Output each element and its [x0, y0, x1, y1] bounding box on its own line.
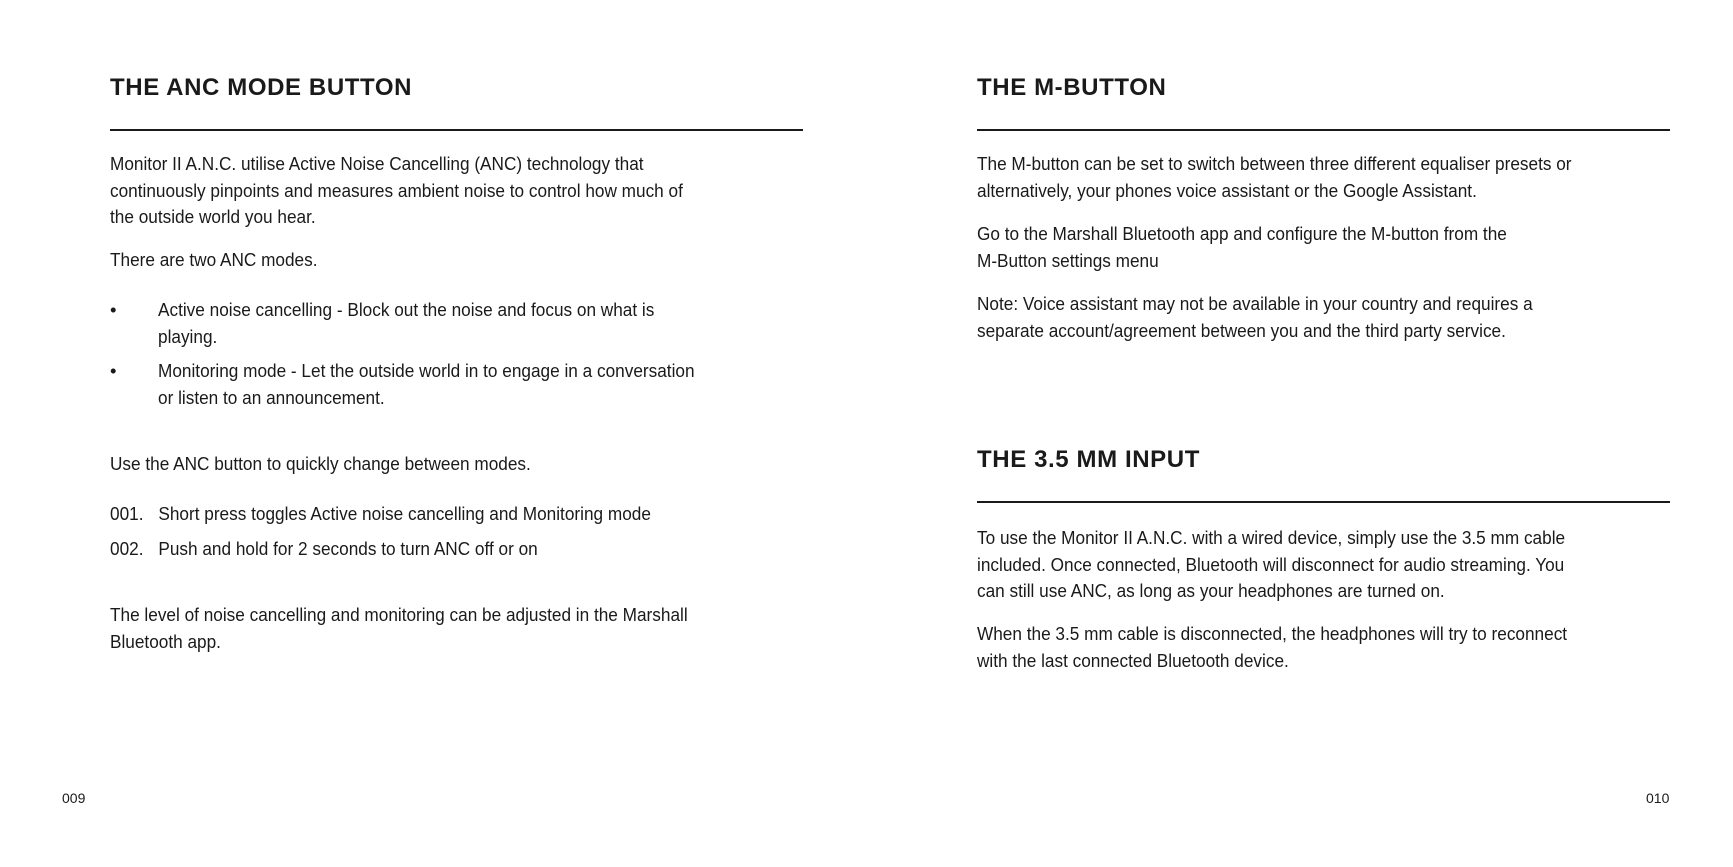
- input-section-title: THE 3.5 MM INPUT: [977, 446, 1200, 473]
- left-page-number: 009: [62, 790, 86, 806]
- anc-app-note: [110, 602, 754, 655]
- m-button-app-paragraph: [977, 221, 1621, 274]
- anc-modes-intro: There are two ANC modes.: [110, 249, 318, 270]
- voice-assistant-line: separate account/agreement between you and the third party service.: [977, 319, 1506, 341]
- anc-section-title: THE ANC MODE BUTTON: [110, 74, 413, 101]
- disconnect-paragraph: [977, 621, 1621, 674]
- anc-intro-line: Monitor II A.N.C. utilise Active Noise Cancelling (ANC) technology that: [110, 153, 644, 174]
- input-line: To use the Monitor II A.N.C. with a wired device, simply use the 3.5 mm cable: [977, 527, 1566, 548]
- m-button-app-line: Go to the Marshall Bluetooth app and configure the M-button from the: [977, 223, 1507, 244]
- m-button-paragraph: [977, 151, 1621, 204]
- anc-intro-paragraph: [110, 151, 754, 231]
- step-text: Short press toggles Active noise cancelling and Monitoring mode: [158, 503, 651, 524]
- disconnect-line: with the last connected Bluetooth device.: [977, 649, 1289, 671]
- anc-intro-line: continuously pinpoints and measures ambient noise to control how much of: [110, 179, 683, 201]
- app-note-line: Bluetooth app.: [110, 630, 221, 652]
- bullet-line: or listen to an announcement.: [158, 386, 385, 408]
- disconnect-line: When the 3.5 mm cable is disconnected, the headphones will try to reconnect: [977, 623, 1568, 644]
- m-button-line: alternatively, your phones voice assistant or the Google Assistant.: [977, 179, 1477, 201]
- bullet-line: Active noise cancelling - Block out the noise and focus on what is: [158, 299, 655, 320]
- bullet-text: [158, 297, 654, 350]
- anc-title-rule: [110, 129, 803, 131]
- bullet-symbol: •: [110, 299, 117, 320]
- anc-step: [110, 501, 651, 528]
- m-button-line: The M-button can be set to switch between three different equaliser presets or: [977, 153, 1572, 174]
- anc-button-usage: Use the ANC button to quickly change between modes.: [110, 453, 531, 474]
- app-note-line: The level of noise cancelling and monitoring can be adjusted in the Marshall: [110, 604, 688, 625]
- voice-assistant-note: [977, 291, 1621, 344]
- anc-step: [110, 536, 538, 563]
- m-button-app-line: M-Button settings menu: [977, 249, 1159, 271]
- bullet-line: playing.: [158, 325, 218, 347]
- bullet-text: [158, 358, 695, 411]
- bullet-symbol: •: [110, 360, 117, 381]
- input-line: included. Once connected, Bluetooth will disconnect for audio streaming. You: [977, 553, 1565, 575]
- step-number: 002.: [110, 538, 144, 559]
- anc-intro-line: the outside world you hear.: [110, 206, 316, 227]
- step-number: 001.: [110, 503, 144, 524]
- voice-assistant-line: Note: Voice assistant may not be available in your country and requires a: [977, 293, 1533, 314]
- m-button-section-title: THE M-BUTTON: [977, 74, 1167, 101]
- right-page-number: 010: [1646, 790, 1670, 806]
- m-button-title-rule: [977, 129, 1670, 131]
- input-title-rule: [977, 501, 1670, 503]
- bullet-line: Monitoring mode - Let the outside world in to engage in a conversation: [158, 360, 695, 381]
- input-paragraph: [977, 525, 1621, 605]
- input-line: can still use ANC, as long as your headphones are turned on.: [977, 580, 1445, 601]
- step-text: Push and hold for 2 seconds to turn ANC off or on: [158, 538, 538, 559]
